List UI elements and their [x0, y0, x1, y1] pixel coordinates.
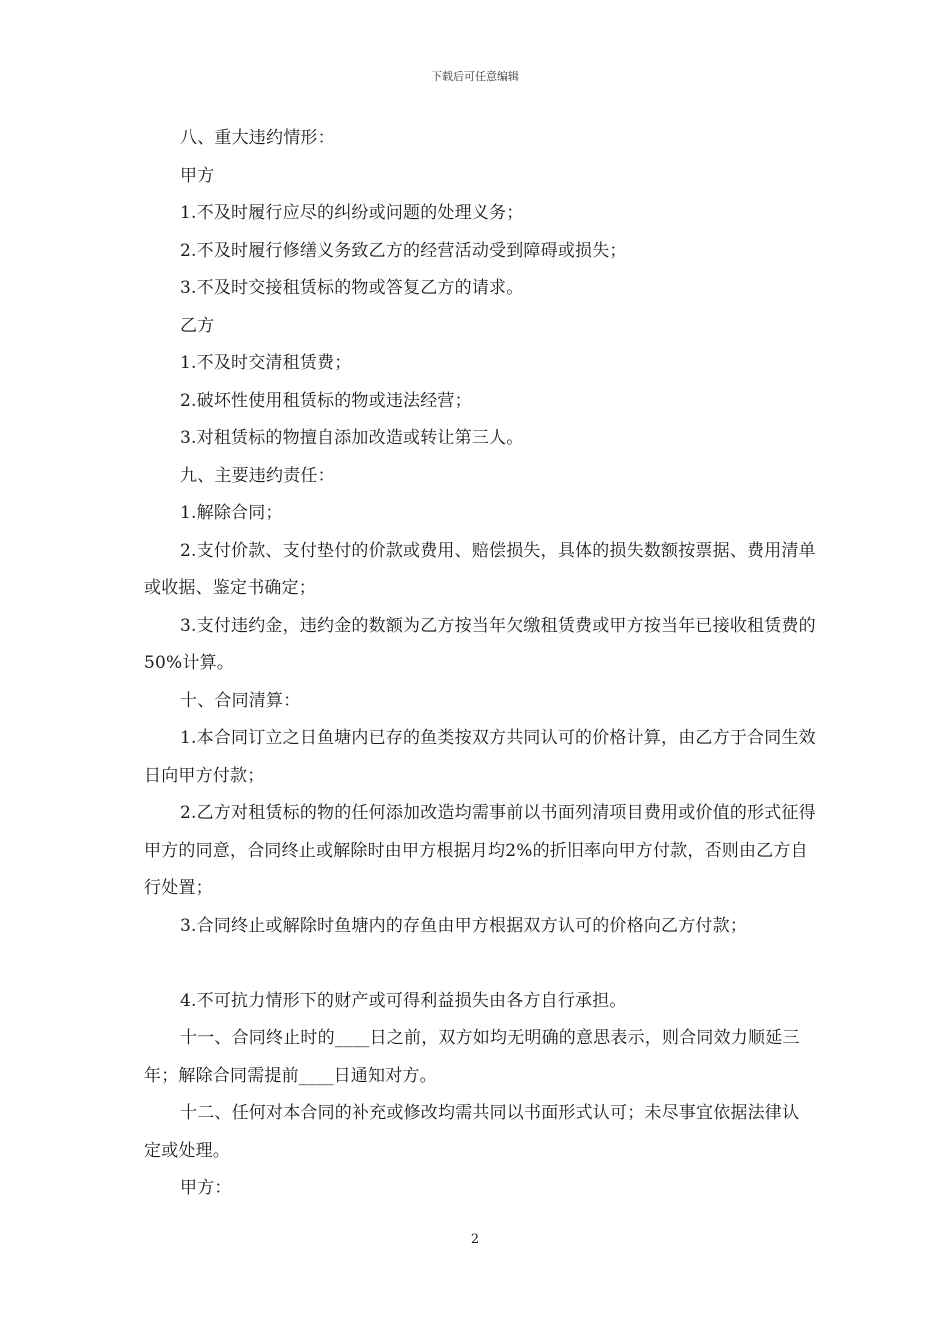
- list-item: 3.合同终止或解除时鱼塘内的存鱼由甲方根据双方认可的价格向乙方付款；: [180, 915, 748, 936]
- party-b-label: 乙方: [180, 315, 215, 336]
- section-heading-10: 十、合同清算：: [180, 690, 301, 711]
- page-number: 2: [470, 1232, 480, 1247]
- section-heading-9: 九、主要违约责任：: [180, 465, 335, 486]
- section-clause-12: 十二、任何对本合同的补充或修改均需共同以书面形式认可；未尽事宜依据法律认定或处理。: [144, 1103, 800, 1161]
- list-item: 2.不及时履行修缮义务致乙方的经营活动受到障碍或损失；: [180, 240, 627, 261]
- list-item: 1.不及时履行应尽的纠纷或问题的处理义务；: [180, 203, 524, 223]
- blank-line: [144, 945, 816, 983]
- list-item: 4.不可抗力情形下的财产或可得利益损失由各方自行承担。: [180, 990, 627, 1011]
- signature-party-a: 甲方：: [180, 1178, 232, 1198]
- section-heading-8: 八、重大违约情形：: [180, 128, 335, 148]
- list-item: 2.乙方对租赁标的物的任何添加改造均需事前以书面列清项目费用或价值的形式征得甲方的同意，合同终止或解除时由甲方根据月均2%的折旧率向甲方付款，否则由乙方自行处置；: [144, 803, 816, 898]
- page-header-note: 下载后可任意编辑: [431, 70, 519, 83]
- section-clause-11: 十一、合同终止时的____日之前，双方如均无明确的意思表示，则合同效力顺延三年；解除合同需提前____日通知对方。: [144, 1028, 800, 1086]
- document-body: [144, 120, 816, 1208]
- list-item: 3.不及时交接租赁标的物或答复乙方的请求。: [180, 278, 524, 298]
- list-item: 1.不及时交清租赁费；: [180, 353, 352, 373]
- party-a-label: 甲方: [180, 165, 215, 186]
- list-item: 1.本合同订立之日鱼塘内已存的鱼类按双方共同认可的价格计算，由乙方于合同生效日向甲方付款；: [144, 728, 816, 786]
- list-item: 1.解除合同；: [180, 503, 283, 523]
- list-item: 3.支付违约金，违约金的数额为乙方按当年欠缴租赁费或甲方按当年已接收租赁费的50%计算。: [144, 615, 816, 673]
- list-item: 2.破坏性使用租赁标的物或违法经营；: [180, 390, 472, 411]
- list-item: 3.对租赁标的物擅自添加改造或转让第三人。: [180, 428, 524, 448]
- list-item: 2.支付价款、支付垫付的价款或费用、赔偿损失，具体的损失数额按票据、费用清单或收据、鉴定书确定；: [144, 540, 816, 598]
